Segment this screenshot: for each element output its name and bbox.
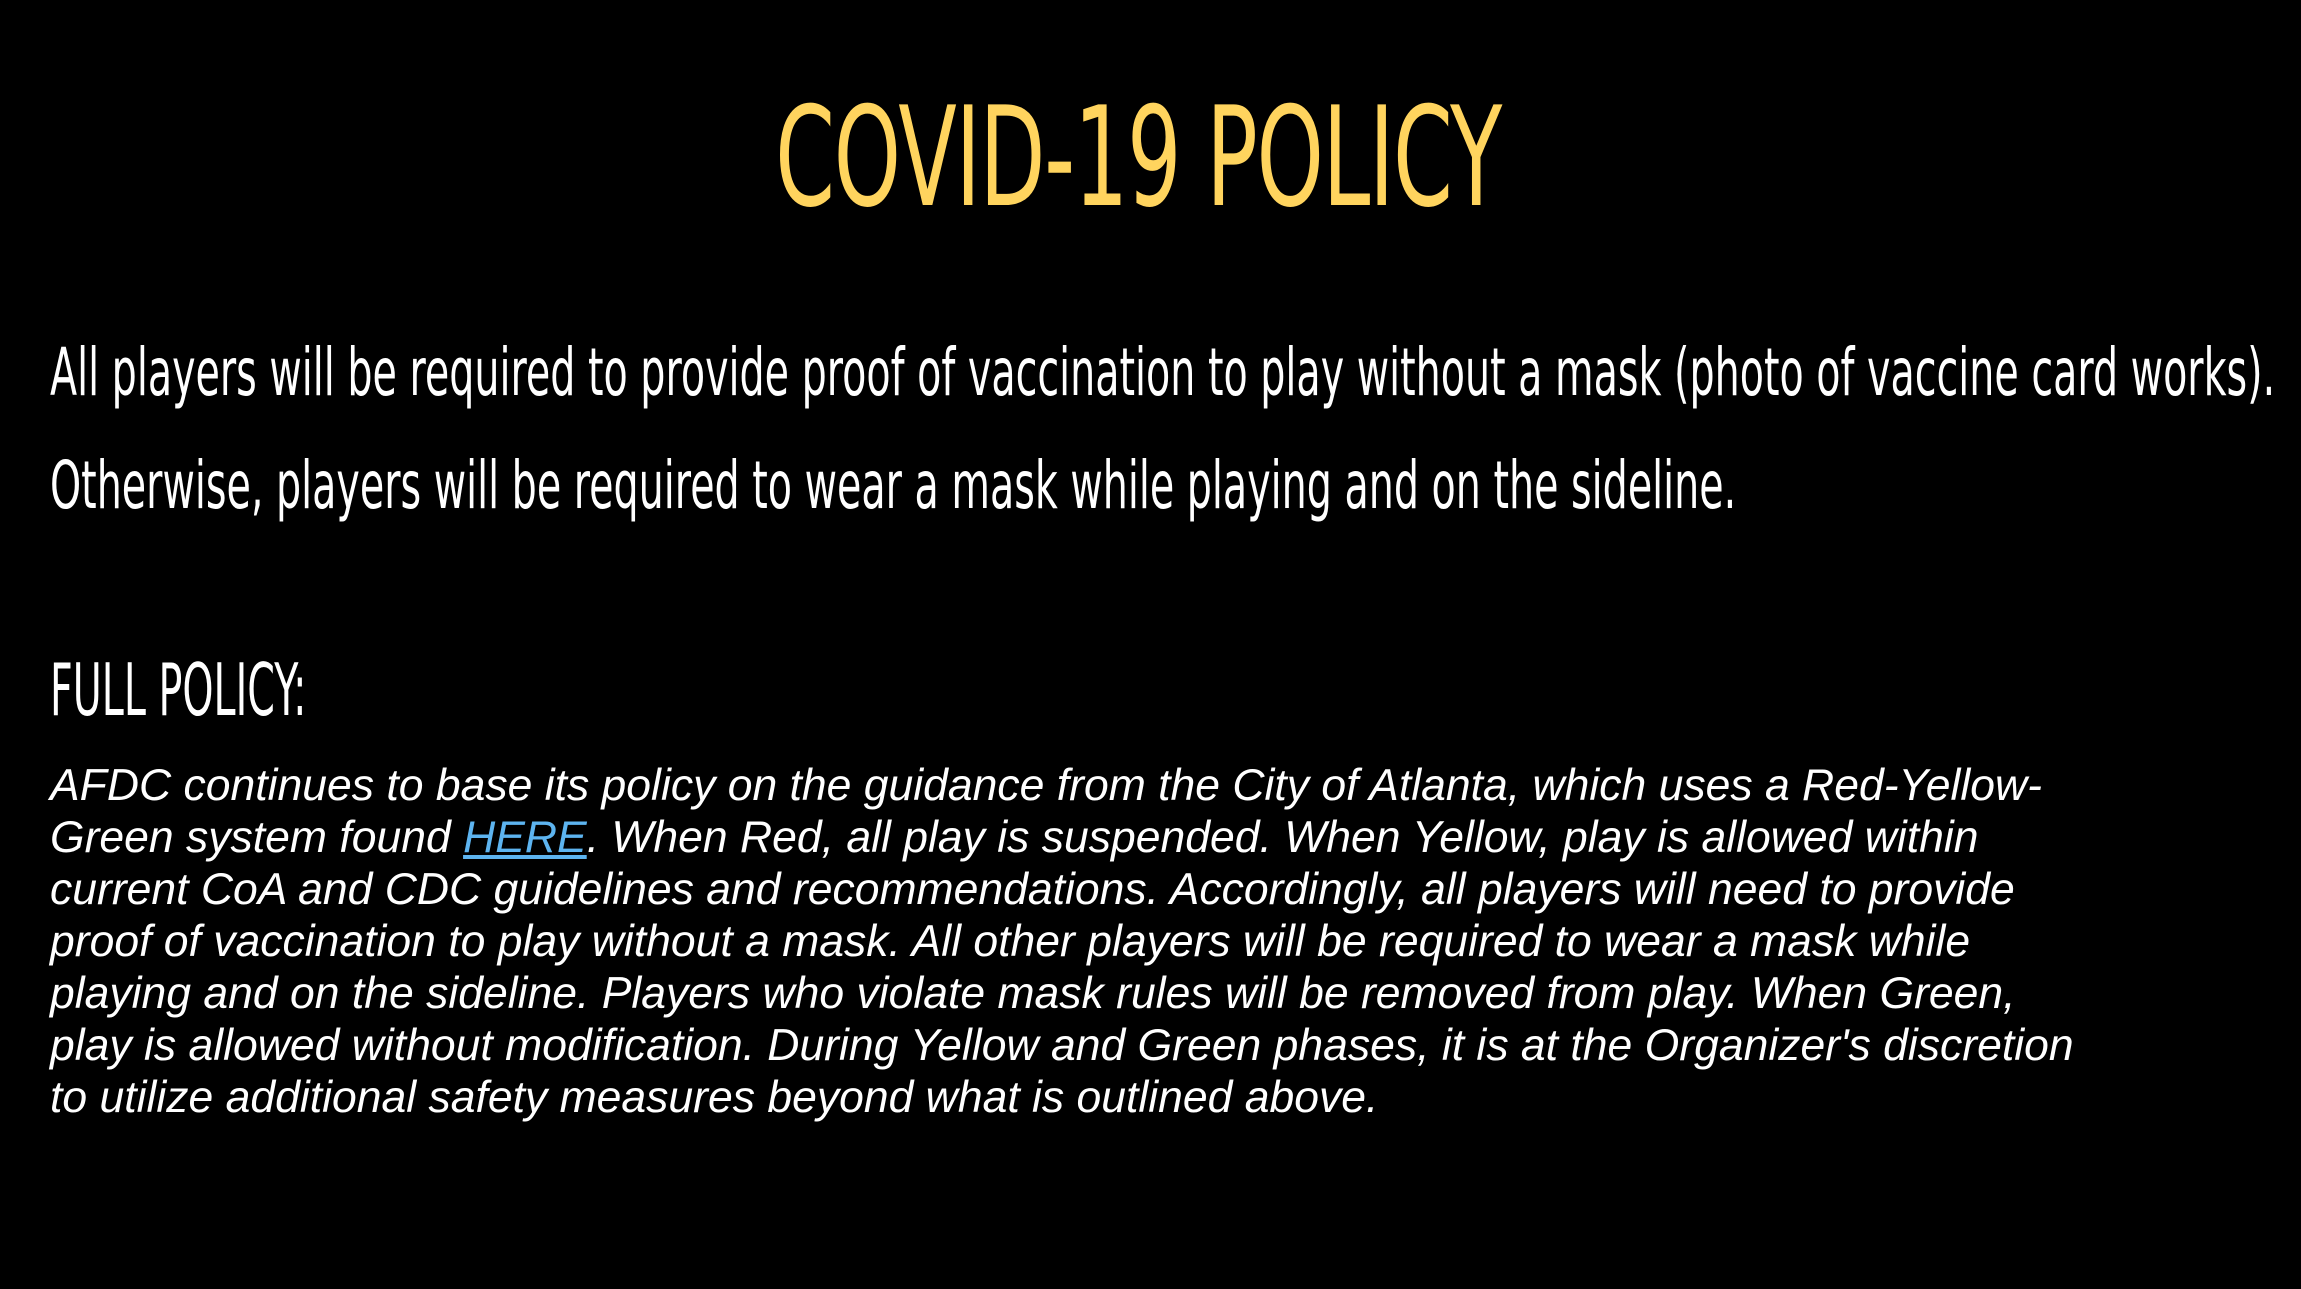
full-policy-heading: FULL POLICY:: [50, 648, 307, 732]
policy-line: playing and on the sideline. Players who violate mask rules will be removed from play. When Green,: [50, 969, 2016, 1018]
policy-line: [50, 812, 2290, 864]
intro-summary: [50, 316, 2276, 542]
policy-line: to utilize additional safety measures beyond what is outlined above.: [50, 1073, 1379, 1122]
intro-mask-line: Otherwise, players will be required to wear a mask while playing and on the sideline.: [50, 447, 1737, 524]
policy-line: current CoA and CDC guidelines and recommendations. Accordingly, all players will need to provide: [50, 865, 2015, 914]
full-policy-text: [50, 760, 2290, 1124]
intro-vaccination-line: All players will be required to provide proof of vaccination to play without a mask (photo of vaccine card works).: [50, 334, 2276, 411]
policy-text-segment: Green system found: [50, 813, 464, 862]
page-title: COVID-19 POLICY: [775, 77, 1502, 238]
policy-text-segment: . When Red, all play is suspended. When Yellow, play is allowed within: [586, 813, 1979, 862]
policy-line: AFDC continues to base its policy on the guidance from the City of Atlanta, which uses a Red-Yellow-: [50, 761, 2042, 810]
here-link[interactable]: HERE: [463, 813, 587, 862]
policy-line: play is allowed without modification. During Yellow and Green phases, it is at the Organizer's discretion: [50, 1021, 2074, 1070]
policy-line: proof of vaccination to play without a mask. All other players will be required to wear a mask while: [50, 917, 1971, 966]
